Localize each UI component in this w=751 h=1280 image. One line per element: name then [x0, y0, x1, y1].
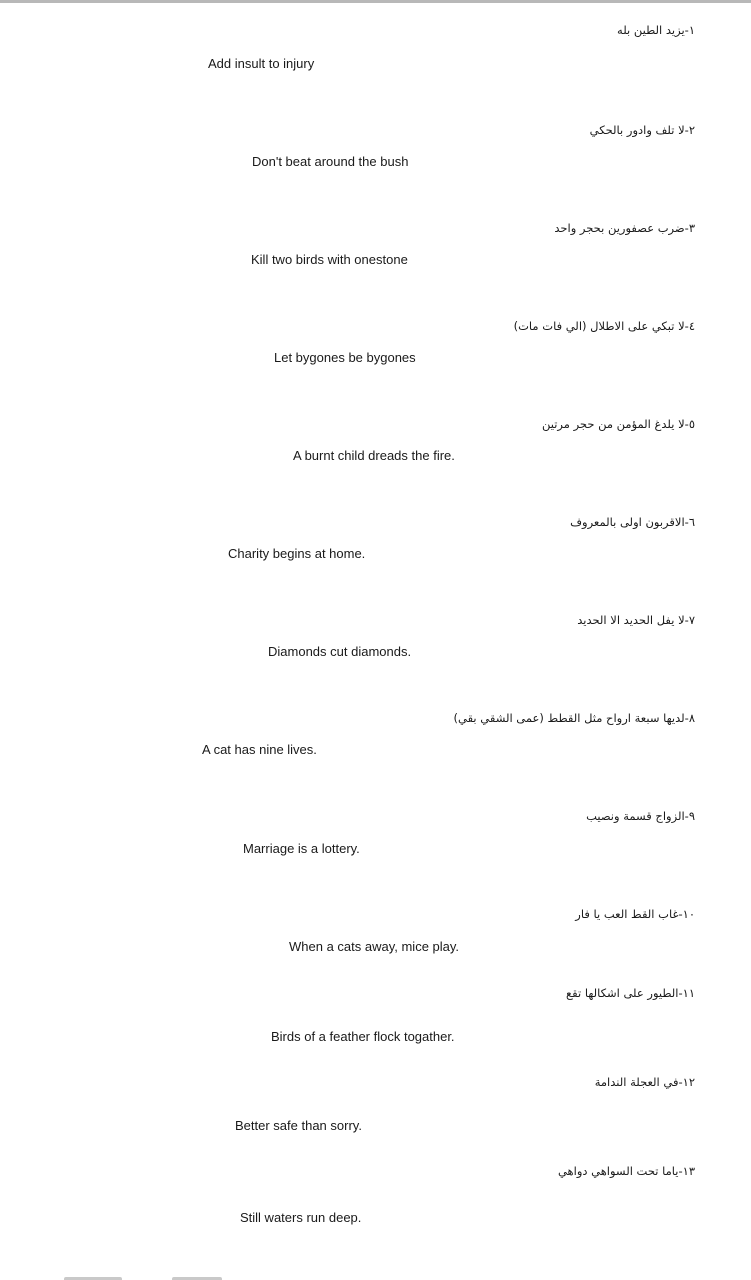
- proverb-arabic-11: ١١-الطيور على اشكالها تقع: [566, 986, 695, 1000]
- proverb-english-3: Kill two birds with onestone: [251, 252, 408, 267]
- proverb-arabic-10: ١٠-غاب القط العب يا فار: [575, 907, 695, 921]
- proverb-arabic-6: ٦-الاقربون اولى بالمعروف: [570, 515, 695, 529]
- proverb-english-7: Diamonds cut diamonds.: [268, 644, 412, 659]
- proverb-english-12: Better safe than sorry.: [235, 1118, 362, 1133]
- proverb-arabic-5: ٥-لا يلدغ المؤمن من حجر مرتين: [541, 417, 695, 431]
- proverb-arabic-13: ١٣-ياما تحت السواهي دواهي: [557, 1164, 695, 1178]
- proverb-english-5: A burnt child dreads the fire.: [293, 448, 455, 463]
- proverb-english-10: When a cats away, mice play.: [289, 939, 460, 954]
- proverb-english-9: Marriage is a lottery.: [243, 841, 360, 856]
- proverb-arabic-7: ٧-لا يفل الحديد الا الحديد: [577, 613, 695, 627]
- proverb-arabic-3: ٣-ضرب عصفورين بحجر واحد: [554, 221, 695, 235]
- proverb-english-6: Charity begins at home.: [228, 546, 366, 561]
- proverb-arabic-8: ٨-لديها سبعة ارواح مثل القطط (عمى الشقي بقي): [453, 711, 695, 725]
- proverb-english-2: Don't beat around the bush: [252, 154, 409, 169]
- proverb-arabic-2: ٢-لا تلف وادور بالحكي: [589, 123, 695, 137]
- proverb-english-4: Let bygones be bygones: [274, 350, 416, 365]
- proverb-english-8: A cat has nine lives.: [202, 742, 317, 757]
- proverb-english-1: Add insult to injury: [208, 56, 315, 71]
- proverb-arabic-1: ١-يزيد الطين بله: [617, 23, 695, 37]
- page-top-border: [0, 0, 751, 3]
- proverb-arabic-9: ٩-الزواج قسمة ونصيب: [586, 809, 695, 823]
- proverb-english-13: Still waters run deep.: [240, 1210, 362, 1225]
- page-bottom-edge: [0, 1274, 751, 1280]
- proverb-arabic-4: ٤-لا تبكي على الاطلال (الي فات مات): [513, 319, 695, 333]
- proverb-english-11: Birds of a feather flock togather.: [271, 1029, 455, 1044]
- proverb-arabic-12: ١٢-في العجلة الندامة: [594, 1075, 695, 1089]
